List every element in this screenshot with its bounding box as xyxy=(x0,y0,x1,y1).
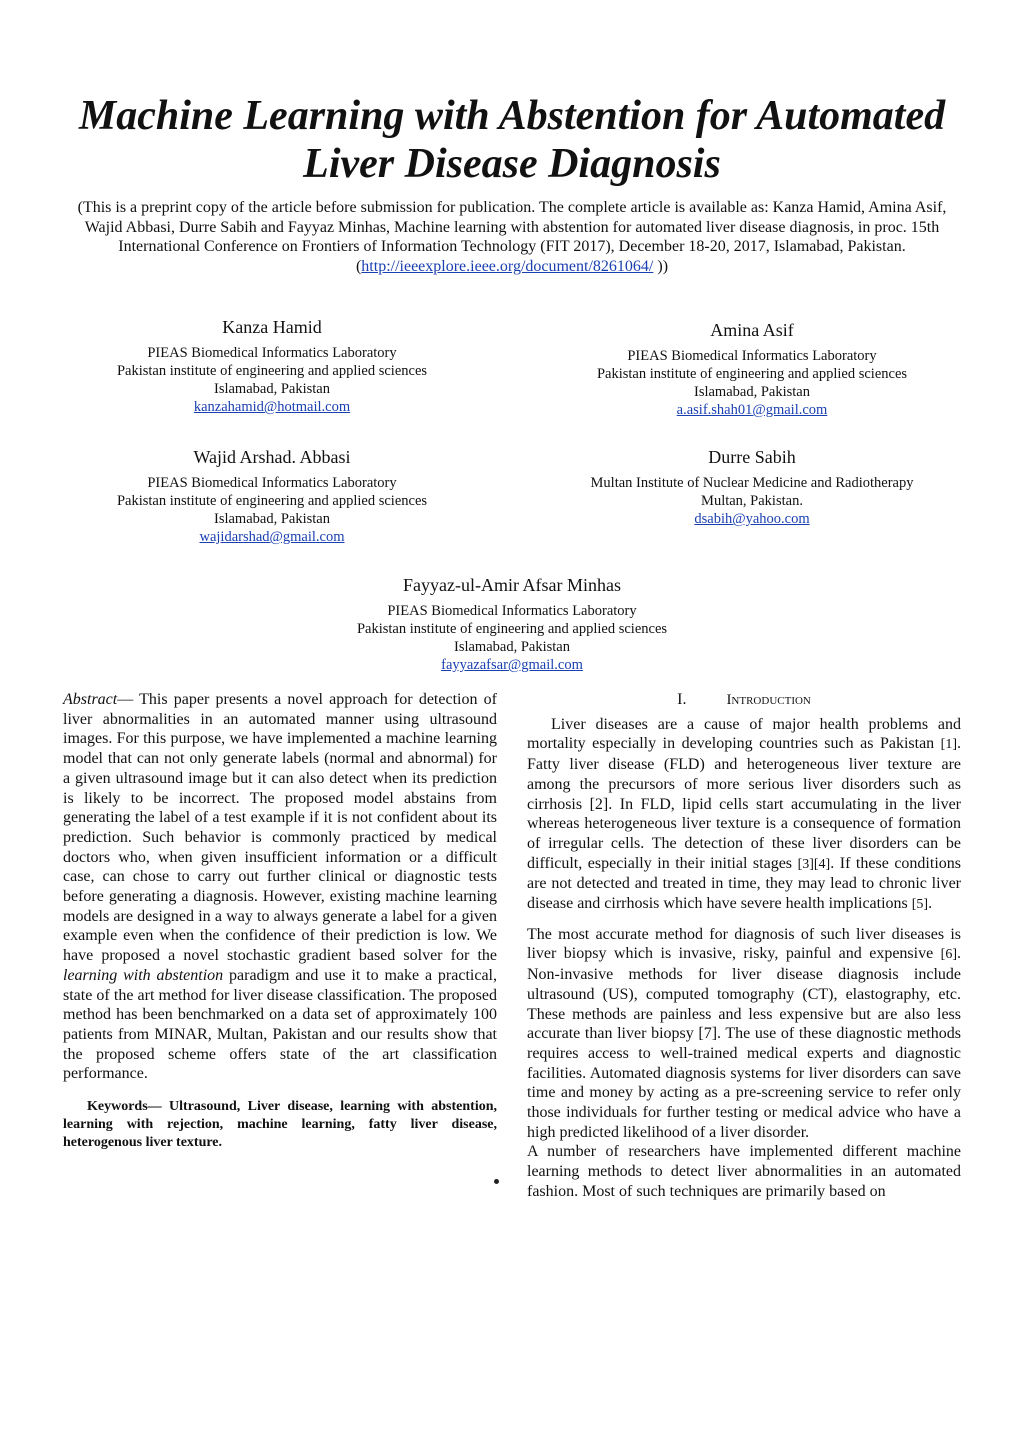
author-block-3 xyxy=(88,446,456,546)
preprint-text: (This is a preprint copy of the article before submission for publication. The complete article is available as: Kanza Hamid, Amina Asif, Wajid Abbasi, Durre Sabih and Fayyaz Minhas, Machine learning with abstention for automated liver disease diagnosis, in proc. 15th International Conference on Frontiers of Information Technology (FIT 2017), December 18-20, 2017, Islamabad, Pakistan.( xyxy=(77,199,947,275)
text: Liver diseases are a cause of major health problems and mortality especially in developing countries such as Pakistan xyxy=(527,715,961,753)
right-column xyxy=(527,690,961,1212)
abstract-dash: — xyxy=(117,691,140,708)
left-column xyxy=(63,690,497,1152)
author-location: Islamabad, Pakistan xyxy=(454,639,570,655)
abstract xyxy=(63,690,497,1084)
title-line-1: Machine Learning with Abstention for Automated xyxy=(78,93,946,139)
abstract-text-1: This paper presents a novel approach for detection of liver abnormalities in an automated manner using ultrasound images. For this purpose, we have implemented a machine learning model that can not only generate labels (normal and abnormal) for a given ultrasound image but it can also detect when its prediction is likely to be incorrect. The proposed model abstains from generating the label of a test example if it is not confident about its prediction. Such behavior is commonly practiced by medical doctors who, when given insufficient information or a difficult case, can chose to carry out further clinical or diagnostic tests before generating a diagnosis. However, existing machine learning models are designed in a way to always generate a label for a given example even when the confidence of their prediction is low. We have proposed a novel stochastic gradient based solver for the xyxy=(63,691,497,965)
author-email[interactable]: fayyazafsar@gmail.com xyxy=(441,657,583,673)
preprint-notice xyxy=(70,198,954,276)
author-institute: Pakistan institute of engineering and applied sciences xyxy=(116,493,428,509)
citation: [6] xyxy=(940,947,957,963)
author-location: Multan, Pakistan. xyxy=(701,493,803,509)
keywords xyxy=(63,1098,497,1152)
author-block-5 xyxy=(312,574,712,674)
abstract-italic: learning with abstention xyxy=(63,966,224,984)
text: . Non-invasive methods for liver disease diagnosis include ultrasound (US), computed tomography (CT), elastography, etc. These methods are painless and less expensive but are also less accurate than liver biopsy [7]. The use of these diagnostic methods requires access to well-trained medical experts and diagnostic facilities. Automated diagnosis systems for liver disorders can save time and money by acting as a pre-screening service to refer only those individuals for further testing or medical advice who have a high predicted likelihood of a liver disorder. xyxy=(527,945,961,1141)
author-name: Wajid Arshad. Abbasi xyxy=(193,447,351,467)
citation: [1] xyxy=(940,737,957,753)
author-block-1 xyxy=(88,316,456,416)
intro-paragraph-1 xyxy=(527,715,961,915)
author-institute: Pakistan institute of engineering and applied sciences xyxy=(116,363,428,379)
title-line-2: Liver Disease Diagnosis xyxy=(303,141,721,187)
text: . xyxy=(928,895,933,913)
author-block-2 xyxy=(568,319,936,419)
intro-paragraph-2 xyxy=(527,925,961,1143)
author-block-4 xyxy=(568,446,936,528)
bullet-marker xyxy=(494,1179,499,1184)
abstract-text-2: paradigm and use it to make a practical, state of the art method for liver disease classification. The proposed method has been benchmarked on a data set of approximately 100 patients from MINAR, Multan, Pakistan and our results show that the proposed scheme offers state of the art classification performance. xyxy=(63,966,497,1083)
author-name: Fayyaz-ul-Amir Afsar Minhas xyxy=(403,575,621,595)
paper-title xyxy=(40,92,984,188)
abstract-label: Abstract xyxy=(63,691,118,708)
text: . Fatty liver disease (FLD) and heterogeneous liver texture are among the precursors of more serious liver disorders such as cirrhosis [2]. In FLD, lipid cells start accumulating in the liver whereas heterogeneous liver texture is a consequence of formation of irregular cells. The detection of these liver disorders can be difficult, especially in their initial stages xyxy=(527,735,961,872)
author-location: Islamabad, Pakistan xyxy=(214,511,330,527)
author-email[interactable]: wajidarshad@gmail.com xyxy=(199,529,345,545)
author-institute: Pakistan institute of engineering and applied sciences xyxy=(596,366,908,382)
text: The most accurate method for diagnosis of such liver diseases is liver biopsy which is invasive, risky, painful and expensive xyxy=(527,925,961,963)
author-affiliation: PIEAS Biomedical Informatics Laboratory xyxy=(147,345,397,361)
article-link[interactable]: http://ieeexplore.ieee.org/document/8261064/ xyxy=(361,257,654,275)
text: . If these conditions are not detected and treated in time, they may lead to chronic liver disease and cirrhosis which have severe health implications xyxy=(527,854,961,913)
author-institute: Pakistan institute of engineering and applied sciences xyxy=(356,621,668,637)
intro-paragraph-3: A number of researchers have implemented different machine learning methods to detect liver abnormalities in an automated fashion. Most of such techniques are primarily based on xyxy=(527,1143,961,1200)
citation: [3][4] xyxy=(797,856,831,872)
citation: [5] xyxy=(911,897,929,913)
section-title: Introduction xyxy=(726,692,811,708)
section-heading xyxy=(527,690,961,711)
author-name: Kanza Hamid xyxy=(222,317,322,337)
author-email[interactable]: dsabih@yahoo.com xyxy=(694,511,810,527)
author-affiliation: Multan Institute of Nuclear Medicine and Radiotherapy xyxy=(590,475,914,491)
section-number: I. xyxy=(677,691,687,708)
author-name: Durre Sabih xyxy=(708,447,796,467)
author-email[interactable]: a.asif.shah01@gmail.com xyxy=(676,402,828,418)
author-affiliation: PIEAS Biomedical Informatics Laboratory xyxy=(147,475,397,491)
author-affiliation: PIEAS Biomedical Informatics Laboratory xyxy=(627,348,877,364)
author-affiliation: PIEAS Biomedical Informatics Laboratory xyxy=(387,603,637,619)
author-name: Amina Asif xyxy=(710,320,794,340)
author-location: Islamabad, Pakistan xyxy=(694,384,810,400)
preprint-close: )) xyxy=(653,257,669,275)
author-location: Islamabad, Pakistan xyxy=(214,381,330,397)
author-email[interactable]: kanzahamid@hotmail.com xyxy=(193,399,351,415)
keywords-text: Ultrasound, Liver disease, learning with abstention, learning with rejection, machine learning, fatty liver disease, heterogenous liver texture. xyxy=(63,1099,497,1151)
keywords-label: Keywords— xyxy=(87,1099,162,1115)
